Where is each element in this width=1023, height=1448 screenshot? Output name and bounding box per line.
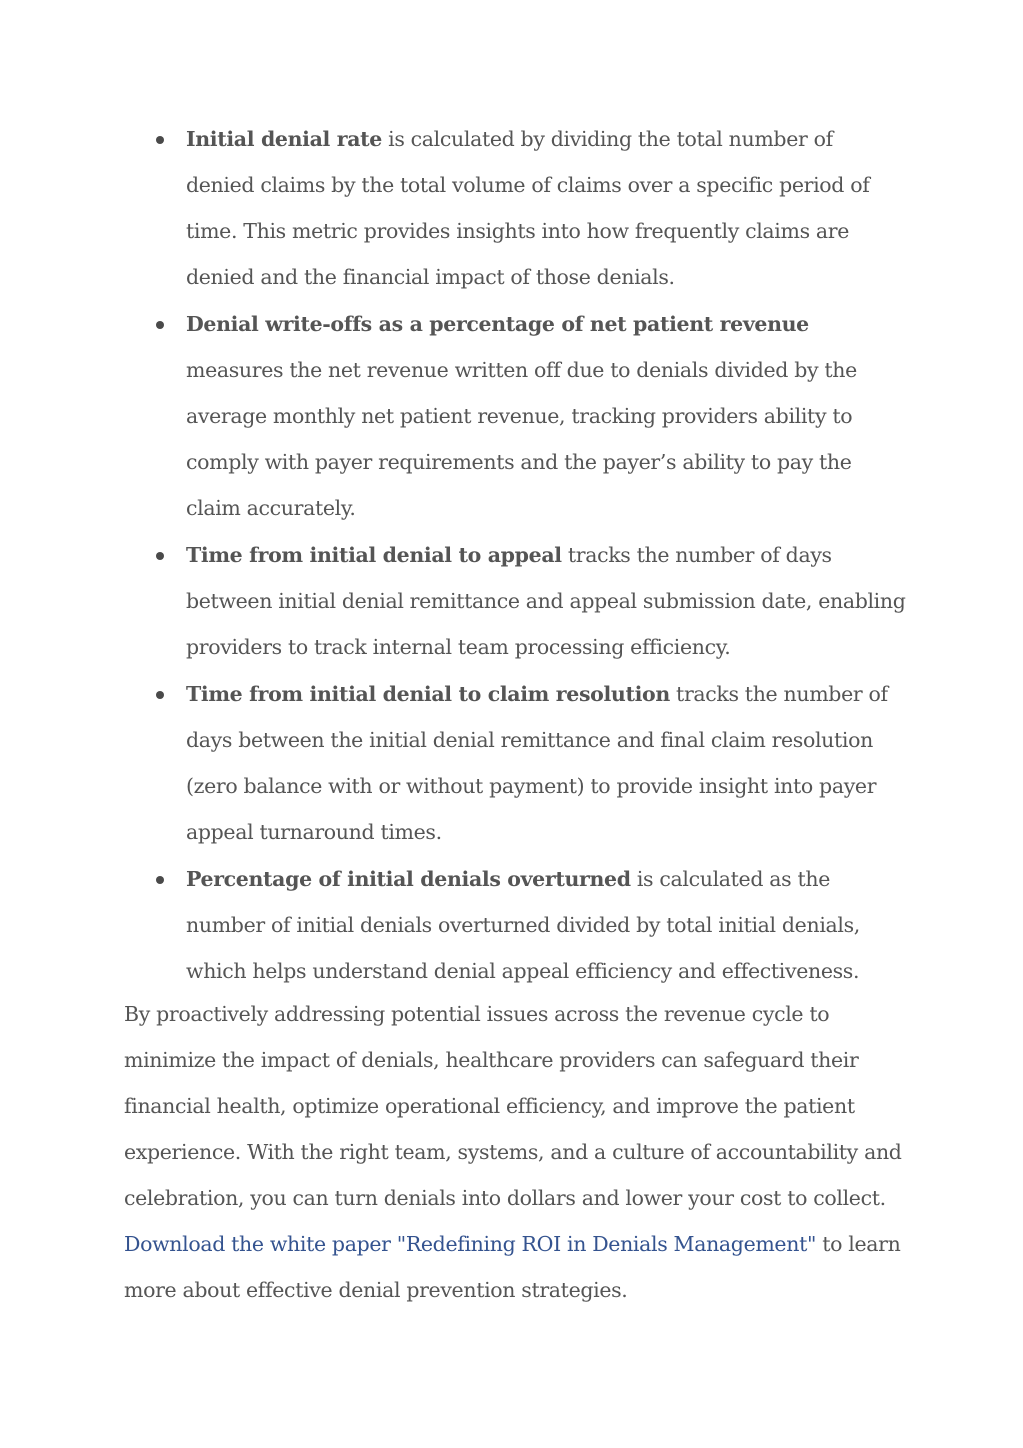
bullet-dot-icon <box>156 321 164 329</box>
bullet-initial-denial-rate <box>186 116 906 300</box>
bullet-dot-icon <box>156 552 164 560</box>
closing-text: By proactively addressing potential issues across the revenue cycle to minimize the impact of denials, healthcare providers can safeguard their financial health, optimize operational efficiency, and improve the patient experience. With the right team, systems, and a culture of accountability and celebration, you can turn denials into dollars and lower your cost to collect. <box>124 1002 902 1210</box>
closing-after-link-text: to learn more about effective denial prevention strategies. <box>124 1232 901 1302</box>
bullet-text: tracks the number of days between initial denial remittance and appeal submission date, enabling providers to track internal team processing efficiency. <box>186 543 906 659</box>
bullet-dot-icon <box>156 136 164 144</box>
bullet-time-to-appeal <box>186 532 906 670</box>
bullet-text: is calculated by dividing the total number of denied claims by the total volume of claims over a specific period of time. This metric provides insights into how frequently claims are denied and the financial impact of those denials. <box>186 127 870 289</box>
metrics-bullet-list <box>186 116 906 995</box>
closing-paragraph <box>124 991 904 1313</box>
bullet-denials-overturned <box>186 856 906 994</box>
bullet-term: Time from initial denial to appeal <box>186 543 562 567</box>
bullet-term: Time from initial denial to claim resolution <box>186 682 670 706</box>
bullet-time-to-resolution <box>186 671 906 855</box>
bullet-text: measures the net revenue written off due to denials divided by the average monthly net patient revenue, tracking providers ability to comply with payer requirements and the payer’s ability to pay the claim accurately. <box>186 358 857 520</box>
bullet-text: is calculated as the number of initial denials overturned divided by total initial denials, which helps understand denial appeal efficiency and effectiveness. <box>186 867 860 983</box>
bullet-denial-write-offs <box>186 301 906 531</box>
bullet-dot-icon <box>156 876 164 884</box>
white-paper-download-link[interactable]: Download the white paper "Redefining ROI in Denials Management" <box>124 1232 817 1256</box>
bullet-term: Initial denial rate <box>186 127 382 151</box>
bullet-term: Percentage of initial denials overturned <box>186 867 631 891</box>
bullet-text: tracks the number of days between the initial denial remittance and final claim resolution (zero balance with or without payment) to provide insight into payer appeal turnaround times. <box>186 682 888 844</box>
bullet-term: Denial write-offs as a percentage of net patient revenue <box>186 312 809 336</box>
bullet-dot-icon <box>156 691 164 699</box>
